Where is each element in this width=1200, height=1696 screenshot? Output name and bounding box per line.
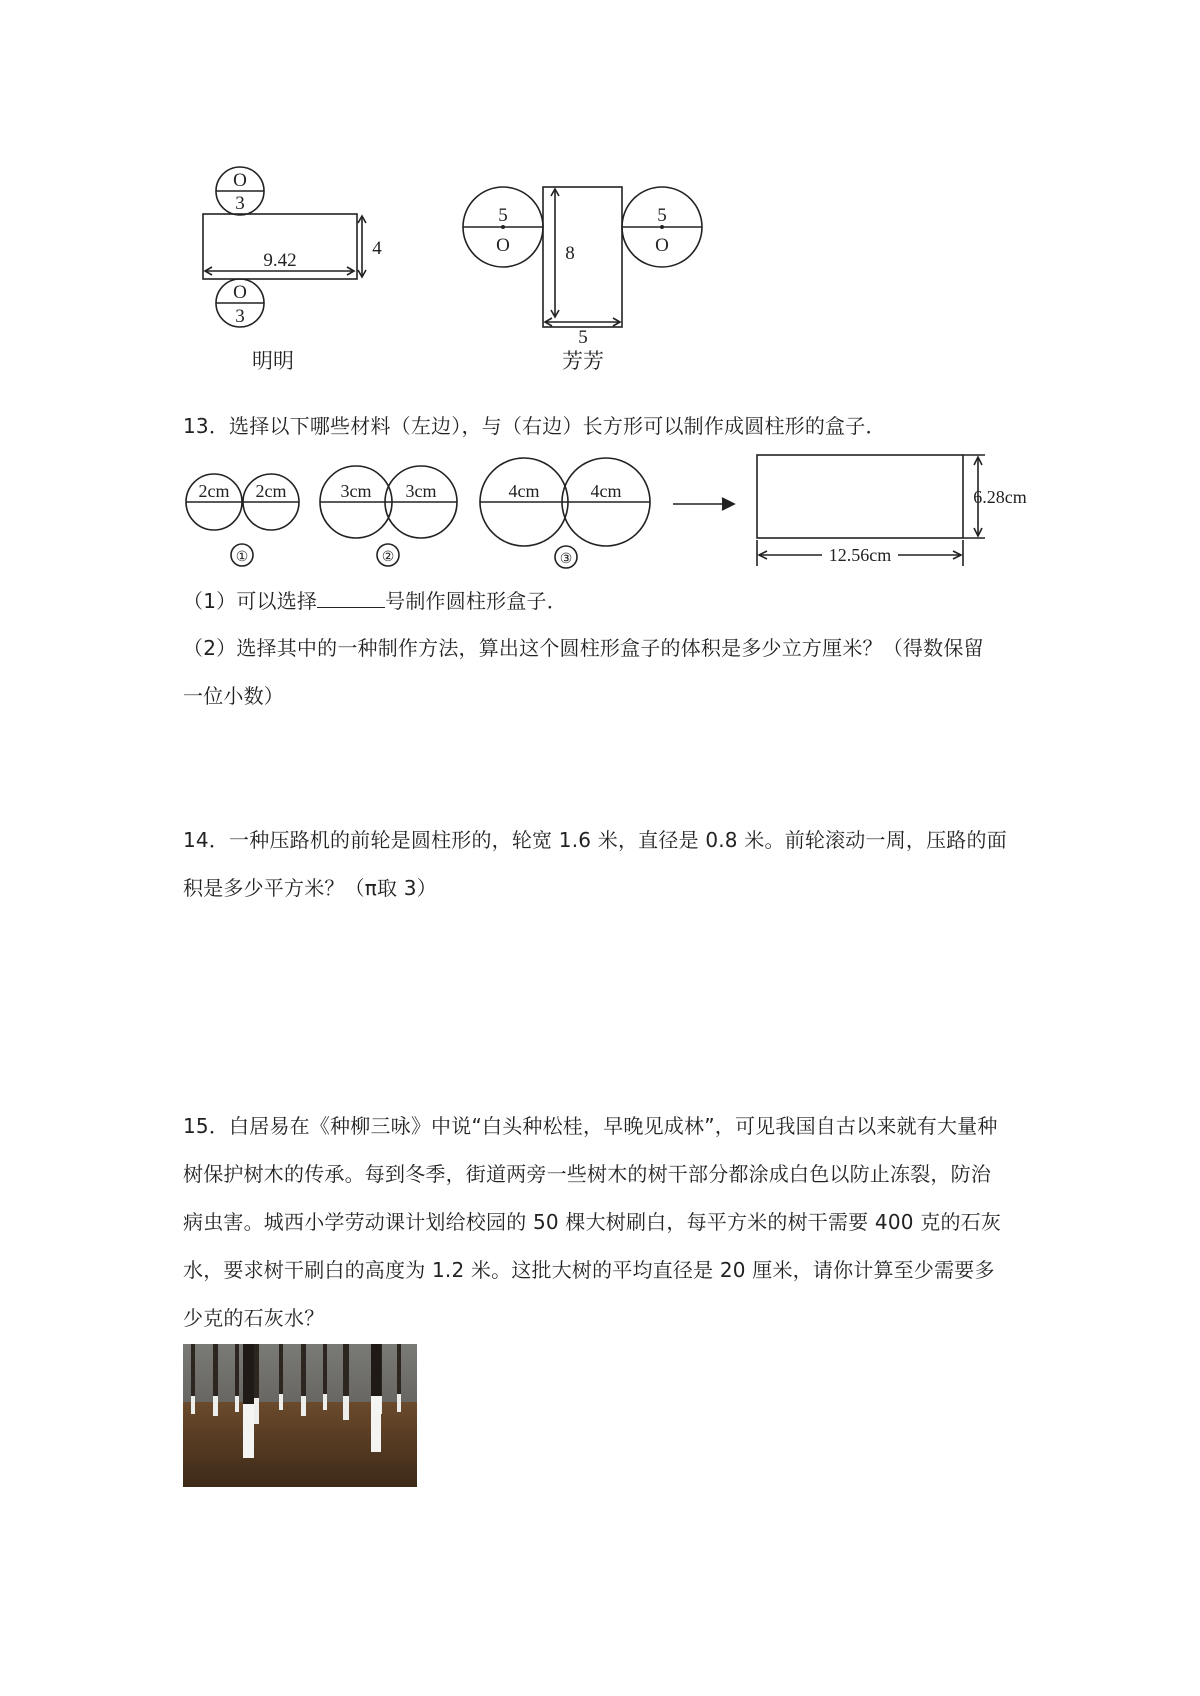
left-net-height-label: 4 xyxy=(372,238,382,259)
q13-part2-line2: 一位小数） xyxy=(183,684,284,708)
q14-line2: 积是多少平方米？（π取 3） xyxy=(183,876,437,900)
q13-set3-left-label: 4cm xyxy=(508,481,540,501)
left-net-width-label: 9.42 xyxy=(263,250,297,271)
q13-set1-left-label: 2cm xyxy=(198,481,230,501)
q15-line2: 树保护树木的传承。每到冬季，街道两旁一些树木的树干部分都涂成白色以防止冻裂，防治 xyxy=(183,1162,991,1186)
q13-stem: 13．选择以下哪些材料（左边），与（右边）长方形可以制作成圆柱形的盒子． xyxy=(183,414,886,438)
q13-set3-right-label: 4cm xyxy=(590,481,622,501)
left-net-top-radius: 3 xyxy=(235,193,245,214)
right-net-height-label: 8 xyxy=(565,243,575,264)
q13-figure xyxy=(0,450,1200,580)
q13-set2-right-label: 3cm xyxy=(405,481,437,501)
q13-part1-before: （1）可以选择 xyxy=(183,589,318,613)
left-net xyxy=(203,167,366,327)
q14-line1: 14．一种压路机的前轮是圆柱形的，轮宽 1.6 米，直径是 0.8 米。前轮滚动一周，压路的面 xyxy=(183,828,1007,852)
right-net-caption: 芳芳 xyxy=(562,349,604,373)
q13-rect-height-label: 6.28cm xyxy=(973,487,1027,507)
q13-part2-line1: （2）选择其中的一种制作方法，算出这个圆柱形盒子的体积是多少立方厘米？（得数保留 xyxy=(183,636,984,660)
q15-line1: 15．白居易在《种柳三咏》中说“白头种松桂，早晚见成林”，可见我国自古以来就有大量种 xyxy=(183,1114,998,1138)
q13-part1-after: 号制作圆柱形盒子． xyxy=(385,589,567,613)
q13-set2-number: ② xyxy=(381,550,395,565)
left-net-bottom-center: O xyxy=(233,282,247,303)
q15-line4: 水，要求树干刷白的高度为 1.2 米。这批大树的平均直径是 20 厘米，请你计算至少需要多 xyxy=(183,1258,995,1282)
right-net-right-radius: 5 xyxy=(657,205,667,226)
cylinder-nets-figure xyxy=(0,0,1200,400)
q15-line5: 少克的石灰水？ xyxy=(183,1306,325,1330)
right-net-width-label: 5 xyxy=(578,327,588,348)
q13-part1 xyxy=(183,585,567,614)
q15-line3: 病虫害。城西小学劳动课计划给校园的 50 棵大树刷白，每平方米的树干需要 400 克的石灰 xyxy=(183,1210,1002,1234)
q13-answer-blank[interactable] xyxy=(317,589,385,608)
left-net-caption: 明明 xyxy=(252,349,294,373)
left-net-top-center: O xyxy=(233,170,247,191)
q13-rect-width-label: 12.56cm xyxy=(828,545,892,565)
right-net-left-radius: 5 xyxy=(498,205,508,226)
right-net-right-center: O xyxy=(655,235,669,256)
q13-set1-number: ① xyxy=(235,550,249,565)
whitewashed-trees-photo xyxy=(183,1344,417,1487)
right-net-left-center: O xyxy=(496,235,510,256)
q13-set3-number: ③ xyxy=(559,552,573,567)
q13-set1-right-label: 2cm xyxy=(255,481,287,501)
left-net-bottom-radius: 3 xyxy=(235,306,245,327)
q13-set2-left-label: 3cm xyxy=(340,481,372,501)
q13-rectangle xyxy=(757,455,963,538)
